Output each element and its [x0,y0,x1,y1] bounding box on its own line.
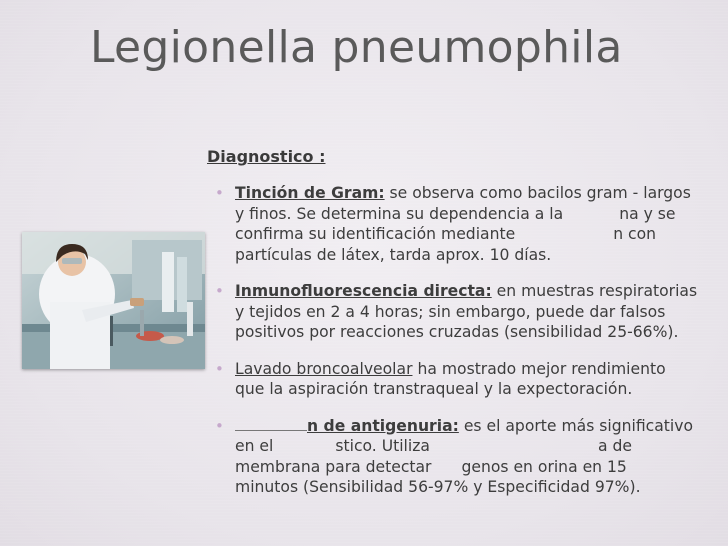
slide-title: Legionella pneumophila [90,22,623,73]
bullet-lead[interactable]: Tinción de Gram: [235,184,385,202]
subheading-text: Diagnostico : [207,147,326,166]
bullet-text: se observa como bacilos gram - largos [384,184,691,202]
bullet-text: genos en orina en 15 [461,457,627,476]
bullet-icon: • [215,359,224,378]
bullet-item-inmuno [213,281,718,343]
lab-photo [22,232,205,369]
bullet-item-antigenuria [213,416,718,498]
bullet-text: a de [597,437,632,455]
bullet-text: en muestras respiratorias [491,282,698,300]
bullet-text: ha mostrado mejor rendimiento [412,359,666,378]
bullet-text: en el [235,437,274,455]
bullet-item-lavado [213,359,718,400]
bullet-item-gram [213,183,718,265]
redacted-gap [235,416,307,431]
bullet-text: minutos (Sensibilidad 56-97% y Especificidad 97%). [235,478,641,496]
bullet-text: que la aspiración transtraqueal y la expectoración. [235,380,633,398]
bullet-icon: • [215,184,224,202]
bullet-text: stico. Utiliza [335,437,430,455]
bullet-lead[interactable]: Inmunofluorescencia directa: [235,282,492,300]
bullet-list [213,183,718,514]
bullet-text: y finos. Se determina su dependencia a la [235,204,564,223]
bullet-text: positivos por reacciones cruzadas (sensibilidad 25-66%). [235,323,679,341]
bullet-text: na y se [619,204,676,223]
bullet-text: partículas de látex, tarda aprox. 10 días. [235,245,552,264]
bullet-lead[interactable]: n de antigenuria: [307,416,459,435]
bullet-text: es el aporte más significativo [458,416,694,435]
bullet-text: y tejidos en 2 a 4 horas; sin embargo, puede dar falsos [235,302,666,321]
bullet-text: confirma su identificación mediante [235,225,516,243]
bullet-text: n con [613,225,657,243]
bullet-lead[interactable]: Lavado broncoalveolar [235,359,413,378]
subheading [207,147,326,166]
bullet-icon: • [215,416,224,435]
bullet-text: membrana para detectar [235,457,432,476]
bullet-icon: • [215,282,224,300]
